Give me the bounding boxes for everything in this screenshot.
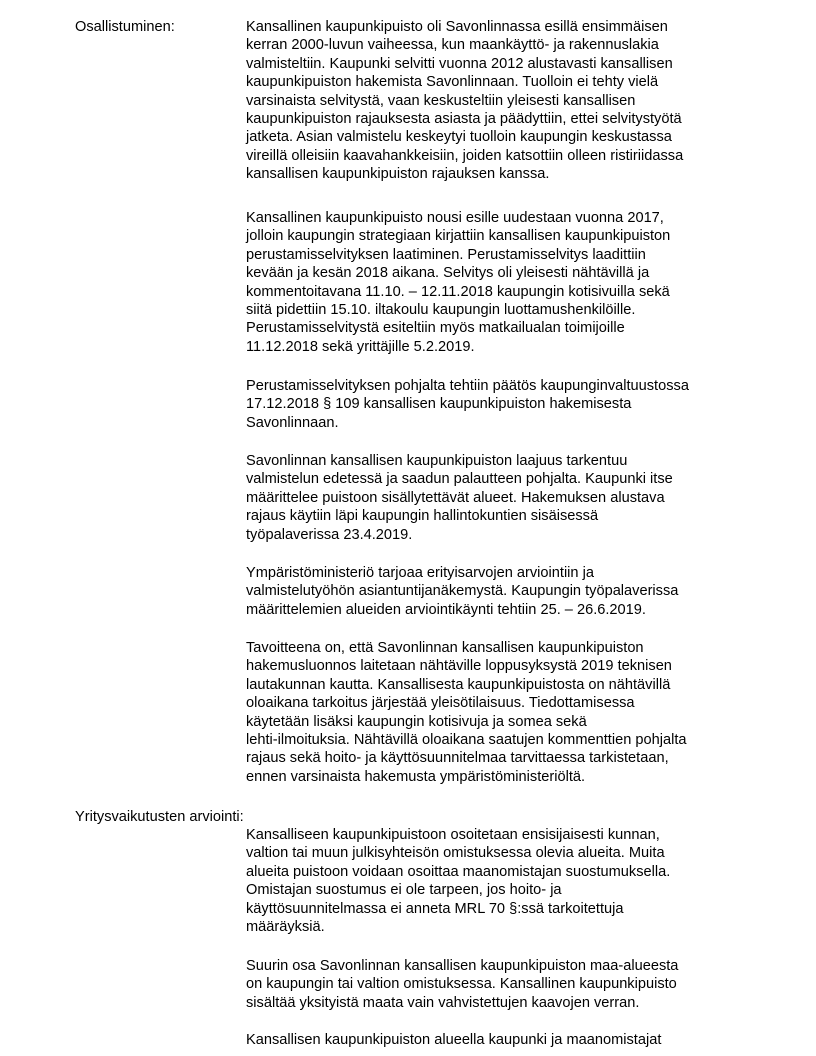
text-line: varsinaista selvitystä, vaan keskusteltiin yleisesti kansallisen xyxy=(246,92,636,109)
text-line: on kaupungin tai valtion omistuksessa. Kansallinen kaupunkipuisto xyxy=(246,976,677,993)
text-line: lehti-ilmoituksia. Nähtävillä oloaikana saatujen kommenttien pohjalta xyxy=(246,732,687,749)
paragraph xyxy=(246,18,746,184)
text-line: Kansalliseen kaupunkipuistoon osoitetaan ensisijaisesti kunnan, xyxy=(246,827,660,843)
text-line: perustamisselvityksen laatiminen. Perustamisselvitys laadittiin xyxy=(246,246,646,263)
text-line: 11.12.2018 sekä yrittäjille 5.2.2019. xyxy=(246,338,475,355)
text-line: kansallisen kaupunkipuiston rajauksen kanssa. xyxy=(246,166,550,183)
text-line: määrittelemien alueiden arviointikäynti tehtiin 25. – 26.6.2019. xyxy=(246,601,646,618)
text-line: Ympäristöministeriö tarjoaa erityisarvojen arviointiin ja xyxy=(246,565,594,581)
text-line: Tavoitteena on, että Savonlinnan kansallisen kaupunkipuiston xyxy=(246,640,644,656)
text-line: kaupunkipuiston hakemista Savonlinnaan. Tuolloin ei tehty vielä xyxy=(246,74,659,91)
text-line: vireillä olleisiin kaavahankkeisiin, joiden katsottiin olleen ristiriidassa xyxy=(246,147,684,164)
paragraph xyxy=(246,377,746,432)
text-line: kevään ja kesän 2018 aikana. Selvitys oli yleisesti nähtävillä ja xyxy=(246,265,650,282)
text-line: Perustamisselvityksen pohjalta tehtiin päätös kaupunginvaltuustossa xyxy=(246,378,689,394)
text-line: jatketa. Asian valmistelu keskeytyi tuolloin kaupungin keskustassa xyxy=(246,129,672,146)
text-line: Savonlinnaan. xyxy=(246,414,339,431)
text-line: Suurin osa Savonlinnan kansallisen kaupunkipuiston maa-alueesta xyxy=(246,958,679,974)
text-line: valmistelutyöhön asiantuntijanäkemystä. Kaupungin työpalaverissa xyxy=(246,583,679,600)
text-line: kerran 2000-luvun vaiheessa, kun maankäyttö- ja rakennuslakia xyxy=(246,37,659,54)
text-line: sisältää yksityistä maata vain vahvistettujen kaavojen verran. xyxy=(246,994,640,1011)
text-line: valmistelun edetessä ja saadun palautteen pohjalta. Kaupunki itse xyxy=(246,471,673,488)
text-line: 17.12.2018 § 109 kansallisen kaupunkipuiston hakemisesta xyxy=(246,396,632,413)
text-line: rajaus käytiin läpi kaupungin hallintokuntien sisäisessä xyxy=(246,508,599,525)
text-line: Kansallinen kaupunkipuisto nousi esille uudestaan vuonna 2017, xyxy=(246,210,664,226)
text-line: jolloin kaupungin strategiaan kirjattiin kansallisen kaupunkipuiston xyxy=(246,228,671,245)
text-line: Omistajan suostumus ei ole tarpeen, jos hoito- ja xyxy=(246,882,562,899)
paragraph xyxy=(246,452,746,544)
text-line: alueita puistoon voidaan osoittaa maanomistajan suostumuksella. xyxy=(246,863,671,880)
text-line: määrittelee puistoon sisällytettävät alueet. Hakemuksen alustava xyxy=(246,489,665,506)
text-line: käytetään lisäksi kaupungin kotisivuja ja somea sekä xyxy=(246,713,587,730)
text-line: valtion tai muun julkisyhteisön omistuksessa olevia alueita. Muita xyxy=(246,845,665,862)
paragraph xyxy=(246,639,746,786)
section-label-osallistuminen: Osallistuminen: xyxy=(75,19,175,35)
paragraph xyxy=(246,209,746,356)
paragraph xyxy=(246,564,746,619)
text-line: siitä pidettiin 15.10. iltakoulu kaupungin luottamushenkilöille. xyxy=(246,302,636,319)
text-line: kommentoitavana 11.10. – 12.11.2018 kaupungin kotisivuilla sekä xyxy=(246,283,670,300)
text-line: käyttösuunnitelmassa ei anneta MRL 70 §:ssä tarkoitettuja xyxy=(246,900,624,917)
paragraph xyxy=(246,826,746,936)
section-label-yritysvaikutukset: Yritysvaikutusten arviointi: xyxy=(75,809,244,825)
text-line: työpalaverissa 23.4.2019. xyxy=(246,526,413,543)
paragraph xyxy=(246,1031,746,1049)
text-line: Kansallinen kaupunkipuisto oli Savonlinnassa esillä ensimmäisen xyxy=(246,19,668,35)
text-line: hakemusluonnos laitetaan nähtäville loppusyksystä 2019 teknisen xyxy=(246,658,672,675)
text-line: valmisteltiin. Kaupunki selvitti vuonna 2012 alustavasti kansallisen xyxy=(246,55,673,72)
text-line: Kansallisen kaupunkipuiston alueella kaupunki ja maanomistajat xyxy=(246,1032,662,1048)
text-line: rajaus sekä hoito- ja käyttösuunnitelmaa tarvittaessa tarkistetaan, xyxy=(246,750,669,767)
text-line: määräyksiä. xyxy=(246,919,325,936)
text-line: Perustamisselvitystä esiteltiin myös matkailualan toimijoille xyxy=(246,320,625,337)
text-line: lautakunnan kautta. Kansallisesta kaupunkipuistosta on nähtävillä xyxy=(246,676,671,693)
text-line: oloaikana tarkoitus järjestää yleisötilaisuus. Tiedottamisessa xyxy=(246,695,635,712)
text-line: Savonlinnan kansallisen kaupunkipuiston laajuus tarkentuu xyxy=(246,453,628,469)
paragraph xyxy=(246,957,746,1012)
text-line: kaupunkipuiston rajauksesta asiasta ja päädyttiin, ettei selvitystyötä xyxy=(246,111,682,128)
text-line: ennen varsinaista hakemusta ympäristöministeriöltä. xyxy=(246,768,586,785)
